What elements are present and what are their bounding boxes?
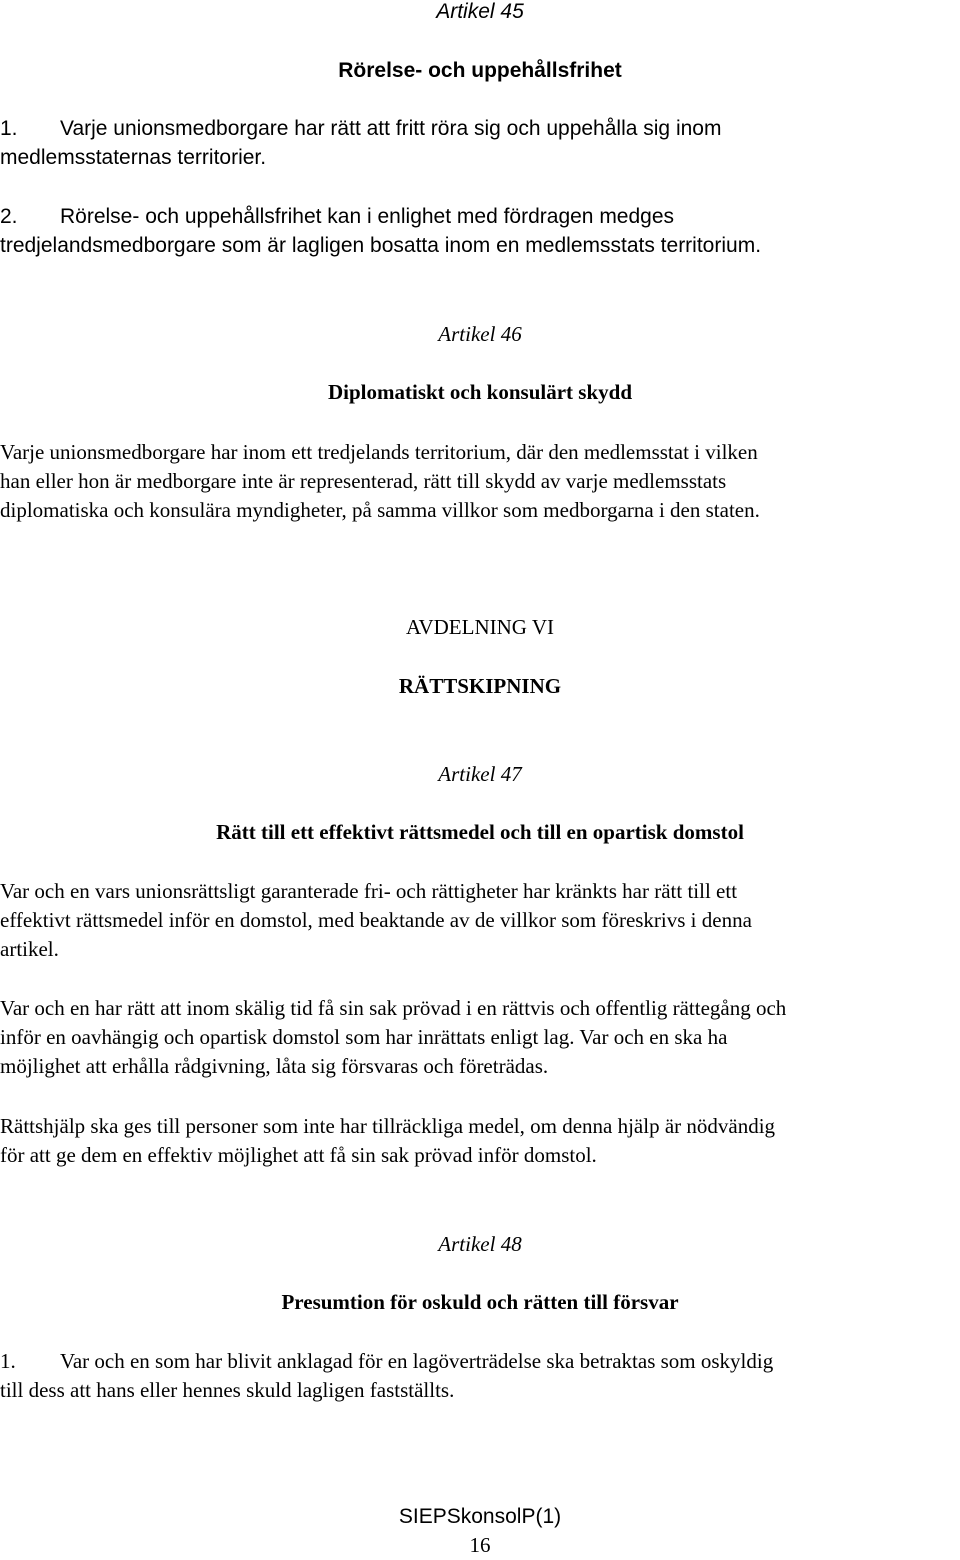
footer-doc-id: SIEPSkonsolP(1) bbox=[398, 1505, 562, 1528]
division-heading: AVDELNING VI bbox=[406, 615, 554, 639]
item-number: 2. bbox=[0, 205, 18, 228]
page-number: 16 bbox=[469, 1533, 491, 1557]
item-text: Rörelse- och uppehållsfrihet kan i enlighet med fördragen medges bbox=[60, 205, 675, 228]
item-text-continued: till dess att hans eller hennes skuld lagligen fastställts. bbox=[0, 1378, 455, 1402]
article-45-heading: Artikel 45 bbox=[436, 0, 524, 23]
item-number: 1. bbox=[0, 117, 18, 140]
division-title: RÄTTSKIPNING bbox=[398, 674, 562, 698]
article-48-item-1 bbox=[0, 1347, 960, 1405]
article-48-heading: Artikel 48 bbox=[438, 1232, 522, 1256]
item-text: Varje unionsmedborgare har rätt att fritt röra sig och uppehålla sig inom bbox=[60, 117, 722, 140]
article-46-title: Diplomatiskt och konsulärt skydd bbox=[328, 380, 632, 404]
article-47-paragraph-2: Var och en har rätt att inom skälig tid få sin sak prövad i en rättvis och offentlig rättegång och inför en oavhängig och opartisk domstol som har inrättats enligt lag. Var och en ska ha möjlighet att erhålla rådgivning, låta sig försvaras och företrädas. bbox=[0, 996, 787, 1078]
article-45-item-1 bbox=[0, 114, 960, 172]
article-47-heading: Artikel 47 bbox=[438, 762, 522, 786]
item-number: 1. bbox=[0, 1349, 16, 1373]
article-47-title: Rätt till ett effektivt rättsmedel och till en opartisk domstol bbox=[216, 820, 744, 844]
item-text-continued: medlemsstaternas territorier. bbox=[0, 146, 267, 169]
article-46-paragraph: Varje unionsmedborgare har inom ett tredjelands territorium, där den medlemsstat i vilken han eller hon är medborgare inte är representerad, rätt till skydd av varje medlemsstats diplomatiska och konsulära myndigheter, på samma villkor som medborgarna i den staten. bbox=[0, 440, 760, 522]
item-text-continued: tredjelandsmedborgare som är lagligen bosatta inom en medlemsstats territorium. bbox=[0, 234, 762, 257]
article-45-title: Rörelse- och uppehållsfrihet bbox=[338, 59, 622, 82]
article-45-item-2 bbox=[0, 202, 960, 260]
item-text: Var och en som har blivit anklagad för en lagöverträdelse ska betraktas som oskyldig bbox=[60, 1349, 774, 1373]
article-46-heading: Artikel 46 bbox=[438, 322, 522, 346]
article-47-paragraph-1: Var och en vars unionsrättsligt garanterade fri- och rättigheter har kränkts har rätt till ett effektivt rättsmedel inför en domstol, med beaktande av de villkor som föreskrivs i denna artikel. bbox=[0, 879, 752, 961]
article-47-paragraph-3: Rättshjälp ska ges till personer som inte har tillräckliga medel, om denna hjälp är nödvändig för att ge dem en effektiv möjlighet att få sin sak prövad inför domstol. bbox=[0, 1114, 776, 1167]
article-48-title: Presumtion för oskuld och rätten till försvar bbox=[281, 1290, 679, 1314]
